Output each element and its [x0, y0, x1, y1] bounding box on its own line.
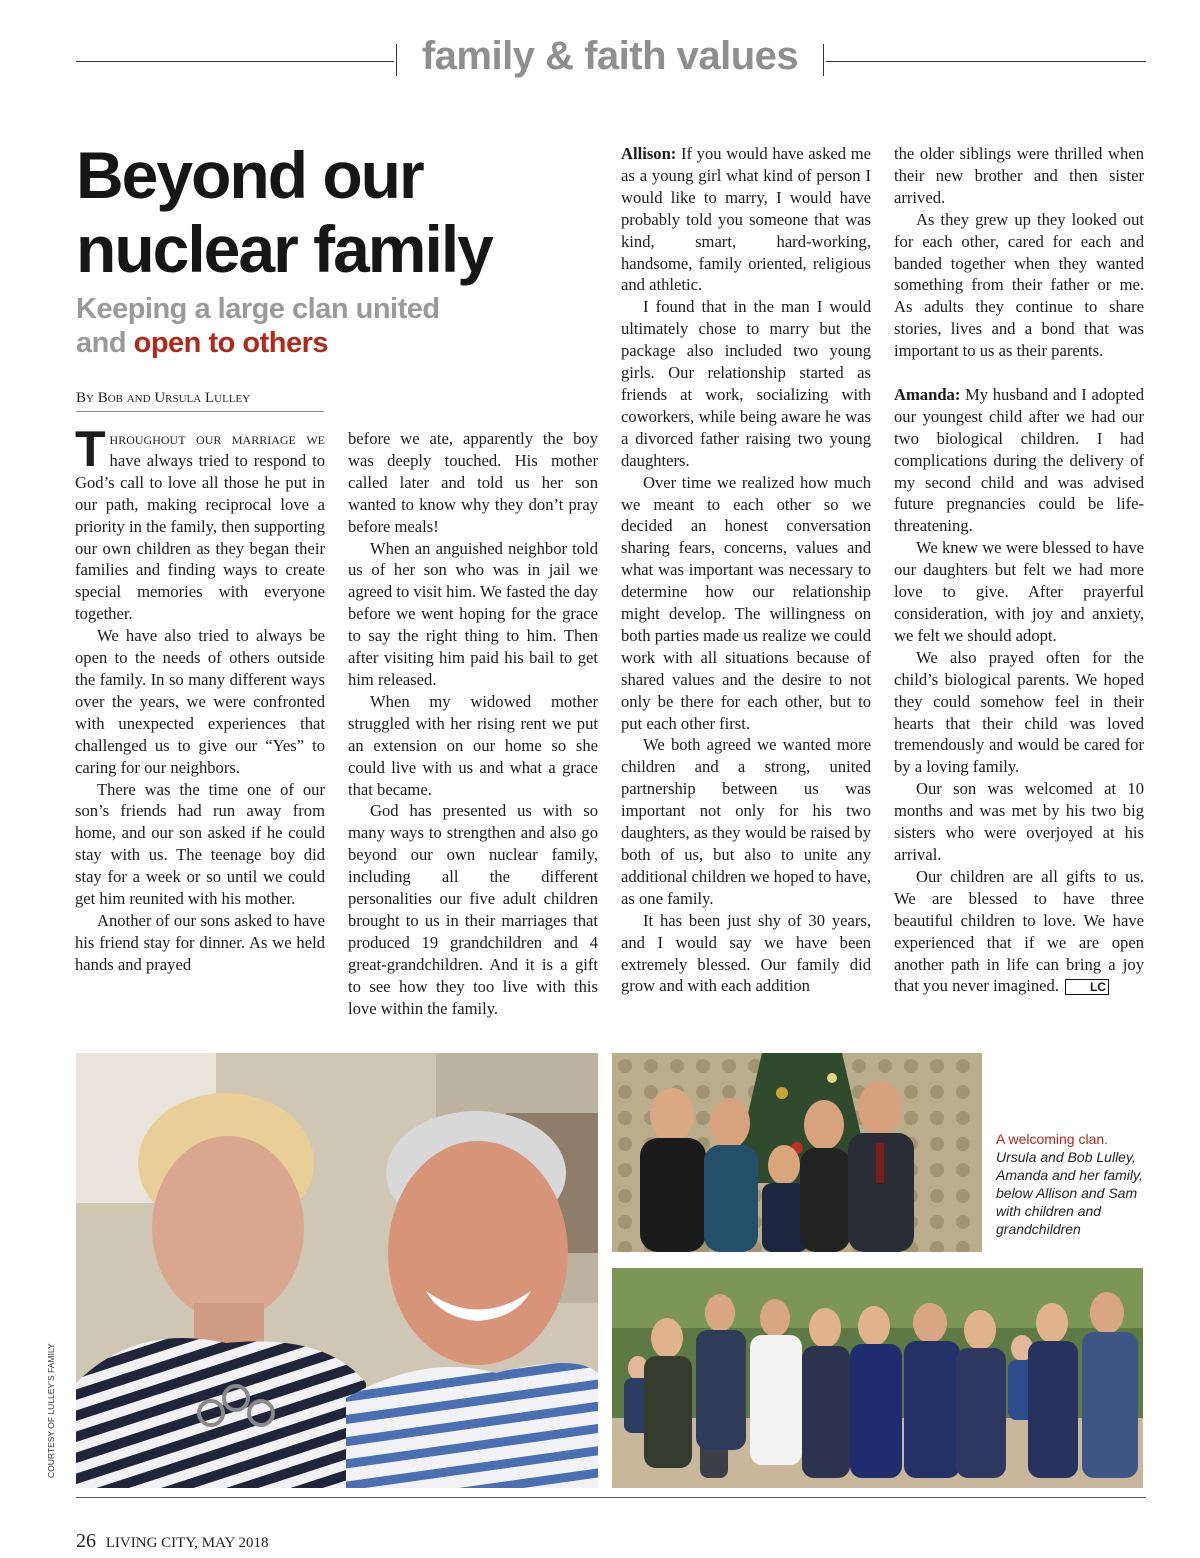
page-footer: [76, 1530, 269, 1553]
article-column-1: [75, 421, 325, 976]
paragraph: I found that in the man I would ultimately chose to marry but the package also included two young girls. Our relationship started as friends at work, socializing with coworkers, while being aware he was a divorced father raising two young daughters.: [621, 297, 871, 470]
paragraph: Another of our sons asked to have his friend stay for dinner. As we held hands and prayed: [75, 910, 325, 974]
paragraph: When my widowed mother struggled with her rising rent we put an extension on our home so she could live with us and what a grace that became.: [348, 691, 598, 799]
paragraph: There was the time one of our son’s friends had run away from home, and our son asked if he could stay with us. The teenage boy did stay for a week or so until we could get him reunited with his mother.: [75, 779, 325, 909]
paragraph-text: If you would have asked me as a young girl what kind of person I would like to marry, I would have probably told you someone that was kind, smart, hard-working, handsome, family oriented, religious and athletic.: [621, 144, 872, 295]
paragraph: When an anguished neighbor told us of her son who was in jail we agreed to visit him. We fasted the day before we went hoping for the grace to say the right thing to him. Then after visiting him paid his bail to get him released.: [348, 538, 598, 689]
photo-family-christmas-illustration: [612, 1053, 982, 1252]
paragraph: [75, 421, 325, 625]
paragraph: Over time we realized how much we meant to each other so we decided an honest conversation sharing fears, concerns, values and what was important was necessary to determine how our relationship might develop. The willingness on both parties made us realize we could work with all situations because of shared values and the desire to not only be there for each other, but to put each other first.: [621, 472, 871, 733]
paragraph-text: Our children are all gifts to us. We are blessed to have three beautiful children to love. We have experienced that if we are open another path in life can bring a joy that you never imagined.: [894, 866, 1144, 996]
subhead-line-2: [76, 326, 596, 360]
header-tick-left: [396, 44, 397, 76]
photo-extended-family-illustration: [612, 1268, 1143, 1488]
paragraph: the older siblings were thrilled when their new brother and then sister arrived.: [894, 144, 1144, 207]
paragraph-text: My husband and I adopted our youngest child after we had our two biological children. I had complications during the delivery of my second child and was advised future pregnancies could be life-threatening.: [894, 384, 1144, 536]
subheadline: [76, 292, 596, 360]
article-column-4: [894, 143, 1144, 997]
publication-date: LIVING CITY, MAY 2018: [105, 1535, 269, 1551]
paragraph: before we ate, apparently the boy was deeply touched. His mother called later and told us her son wanted to know why they don’t pray before meals!: [348, 429, 598, 536]
paragraph: We also prayed often for the child’s biological parents. We hoped they could somehow feel in their hearts that their child was loved tremendously and would be cared for by a loving family.: [894, 647, 1144, 777]
photo-credit: COURTESY OF LULLEY’S FAMILY: [46, 1343, 56, 1478]
subhead-highlight: open to others: [133, 327, 329, 359]
article-column-3: [621, 143, 871, 997]
paragraph: Our son was welcomed at 10 months and was met by his two big sisters who were overjoyed at his arrival.: [894, 779, 1144, 864]
headline: [76, 138, 596, 286]
paragraph: We knew we were blessed to have our daughters but felt we had more love to give. After prayerful consideration, with joy and anxiety, we felt we should adopt.: [894, 538, 1144, 645]
page-number: 26: [76, 1530, 96, 1552]
section-title: family & faith values: [421, 34, 799, 78]
paragraph: As they grew up they looked out for each other, cared for each and banded together when they wanted something from their father or me. As adults they continue to share stories, lives and a bond that was important to us as their parents.: [894, 209, 1144, 361]
header-tick-right: [823, 44, 824, 76]
photo-couple-illustration: [76, 1053, 598, 1488]
byline: By Bob and Ursula Lulley: [76, 390, 324, 412]
paragraph-text: have always tried to respond to God’s call to love all those he put in our path, making reciprocal love a priority in the family, then supporting our own children as they began their families and finding ways to create special memories with everyone together.: [75, 450, 325, 624]
header-rule-right: [826, 61, 1146, 62]
footer-rule: [76, 1497, 1146, 1498]
paragraph: [894, 866, 1144, 997]
headline-line-2: nuclear family: [76, 212, 492, 286]
drop-cap: T: [75, 421, 106, 477]
paragraph: We have also tried to always be open to the needs of others outside the family. In so many different ways over the years, we were confronted with unexpected experiences that challenged us to give our “Yes” to caring for our neighbors.: [75, 626, 325, 777]
subhead-line-1: Keeping a large clan united: [76, 293, 440, 325]
speaker-allison: Allison:: [621, 144, 677, 163]
paragraph: [621, 143, 871, 296]
caption-lead: A welcoming clan.: [996, 1131, 1109, 1147]
paragraph: God has presented us with so many ways to strengthen and also go beyond our own nuclear family, including all the different personalities our five adult children brought to us in their marriages that produced 19 grandchildren and 4 great-grandchildren. And it is a gift to see how they too live with this love within the family.: [348, 801, 598, 1018]
lead-in-smallcaps: hroughout our marriage we: [109, 429, 325, 448]
photo-caption: [996, 1130, 1146, 1238]
photo-amanda-family: [612, 1053, 982, 1252]
photo-allison-sam-family: [612, 1268, 1143, 1488]
paragraph: We both agreed we wanted more children and a strong, united partnership between us was important not only for his two daughters, as they would be raised by both of us, but also to unite any additional children we hoped to have, as one family.: [621, 735, 871, 908]
article-column-2: [348, 428, 598, 1019]
speaker-amanda: Amanda:: [894, 384, 961, 404]
header-rule-left: [76, 61, 394, 62]
caption-body: Ursula and Bob Lulley, Amanda and her family, below Allison and Sam with children and grandchildren: [996, 1149, 1143, 1237]
paragraph: It has been just shy of 30 years, and I would say we have been extremely blessed. Our family did grow and with each addition: [621, 910, 871, 996]
photo-ursula-and-bob: [76, 1053, 598, 1488]
headline-line-1: Beyond our: [76, 138, 423, 212]
paragraph: [894, 384, 1144, 537]
end-of-article-mark: LC: [1065, 979, 1109, 995]
subhead-and: and: [76, 327, 127, 359]
